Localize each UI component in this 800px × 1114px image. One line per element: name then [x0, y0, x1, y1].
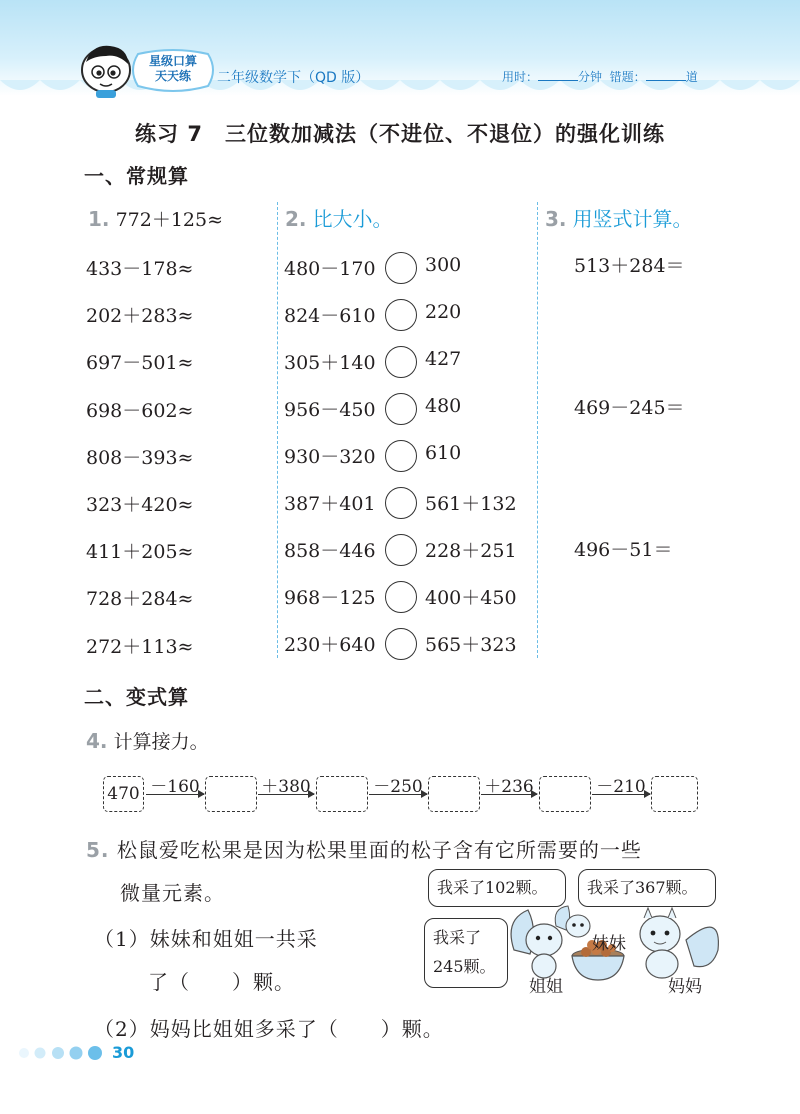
label-jiejie: 姐姐	[529, 977, 563, 997]
brand-line1: 星级口算	[148, 54, 197, 68]
chain-operation: ＋236	[484, 777, 534, 797]
q1-expression: 272＋113≈	[86, 636, 194, 658]
q3-expression: 496－51＝	[574, 539, 673, 561]
q1-expression: 772＋125≈	[115, 209, 224, 231]
column-divider	[537, 202, 538, 658]
chain-arrow	[146, 794, 204, 795]
chain-operation: －250	[373, 777, 423, 797]
compare-right: 561＋132	[425, 493, 517, 515]
compare-row	[284, 393, 534, 429]
q1-number: 1.	[88, 207, 110, 231]
q1-expression: 697－501≈	[86, 352, 194, 374]
chain-operation: ＋380	[261, 777, 311, 797]
bubble-jiejie-line2: 245颗。	[433, 957, 496, 976]
compare-answer-circle[interactable]	[385, 628, 417, 660]
q3-header	[545, 203, 693, 232]
course-title: 二年级数学下（QD 版）	[217, 70, 370, 86]
compare-right: 610	[425, 442, 462, 464]
brand-logo-text	[132, 54, 214, 84]
q2-title: 比大小。	[312, 207, 393, 231]
q1-item	[88, 205, 223, 232]
minutes-label: 分钟	[578, 70, 603, 84]
compare-answer-circle[interactable]	[385, 299, 417, 331]
compare-answer-circle[interactable]	[385, 393, 417, 425]
mascot-logo	[78, 40, 138, 100]
page-number: 30	[112, 1043, 135, 1062]
compare-row	[284, 299, 534, 335]
chain-arrow	[592, 794, 650, 795]
compare-right: 220	[425, 301, 462, 323]
compare-answer-circle[interactable]	[385, 346, 417, 378]
compare-left: 387＋401	[284, 493, 376, 515]
compare-row	[284, 628, 534, 664]
q1-expression: 728＋284≈	[86, 588, 194, 610]
q1-expression: 698－602≈	[86, 400, 194, 422]
compare-left: 824－610	[284, 305, 376, 327]
compare-answer-circle[interactable]	[385, 252, 417, 284]
speech-bubble-mama: 我采了367颗。	[578, 869, 716, 907]
label-meimei: 妹妹	[592, 934, 626, 954]
chain-operation: －210	[596, 777, 646, 797]
compare-row	[284, 534, 534, 570]
bubble-jiejie-line1: 我采了	[433, 928, 482, 947]
errors-label: 错题：	[609, 70, 646, 84]
brand-line2: 天天练	[154, 69, 191, 83]
chain-answer-box[interactable]	[651, 776, 698, 812]
q5-text-line1: 松鼠爱吃松果是因为松果里面的松子含有它所需要的一些	[116, 838, 642, 862]
chain-arrow	[258, 794, 314, 795]
label-mama: 妈妈	[668, 977, 702, 997]
speech-bubble-jiejie	[424, 918, 508, 988]
q3-expression: 513＋284＝	[574, 255, 685, 277]
q3-title: 用竖式计算。	[572, 207, 693, 231]
compare-row	[284, 440, 534, 476]
q4-title: 计算接力。	[113, 731, 209, 753]
compare-right: 427	[425, 348, 462, 370]
compare-row	[284, 487, 534, 523]
section-heading-2: 二、变式算	[84, 685, 189, 709]
chain-arrow	[481, 794, 537, 795]
compare-left: 305＋140	[284, 352, 376, 374]
compare-right: 300	[425, 254, 462, 276]
q5-number: 5.	[86, 838, 110, 862]
compare-right: 480	[425, 395, 462, 417]
compare-answer-circle[interactable]	[385, 534, 417, 566]
chain-operation: －160	[150, 777, 200, 797]
errors-blank	[646, 68, 686, 81]
q4-number: 4.	[86, 729, 108, 753]
compare-row	[284, 581, 534, 617]
compare-right: 400＋450	[425, 587, 517, 609]
time-label: 用时：	[502, 70, 539, 84]
compare-right: 228＋251	[425, 540, 517, 562]
chain-answer-box[interactable]	[428, 776, 480, 812]
q3-number: 3.	[545, 207, 567, 231]
q1-expression: 433－178≈	[86, 258, 194, 280]
compare-answer-circle[interactable]	[385, 487, 417, 519]
compare-left: 230＋640	[284, 634, 376, 656]
time-blank	[538, 68, 578, 81]
q5-sub1-line2: 了（ ）颗。	[148, 970, 295, 994]
compare-right: 565＋323	[425, 634, 517, 656]
compare-left: 480－170	[284, 258, 376, 280]
compare-row	[284, 346, 534, 382]
q3-expression: 469－245＝	[574, 397, 685, 419]
q2-header	[285, 203, 393, 232]
q1-expression: 323＋420≈	[86, 494, 194, 516]
section-heading-1: 一、常规算	[84, 164, 189, 188]
page-dots-decoration	[18, 1046, 108, 1060]
header-meta	[502, 68, 698, 85]
chain-start-box: 470	[103, 776, 144, 812]
chain-answer-box[interactable]	[205, 776, 257, 812]
chain-answer-box[interactable]	[539, 776, 591, 812]
q2-number: 2.	[285, 207, 307, 231]
q1-expression: 411＋205≈	[86, 541, 194, 563]
compare-left: 930－320	[284, 446, 376, 468]
questions-label: 道	[685, 70, 698, 84]
compare-answer-circle[interactable]	[385, 440, 417, 472]
q4-header	[86, 727, 209, 754]
q1-expression: 808－393≈	[86, 447, 194, 469]
q1-expression: 202＋283≈	[86, 305, 194, 327]
compare-left: 956－450	[284, 399, 376, 421]
compare-answer-circle[interactable]	[385, 581, 417, 613]
speech-bubble-meimei: 我采了102颗。	[428, 869, 566, 907]
compare-left: 858－446	[284, 540, 376, 562]
q5-sub2: （2）妈妈比姐姐多采了（ ）颗。	[94, 1017, 444, 1041]
compare-left: 968－125	[284, 587, 376, 609]
q5-sub1-line1: （1）妹妹和姐姐一共采	[94, 927, 318, 951]
chain-arrow	[369, 794, 427, 795]
column-divider	[277, 202, 278, 658]
page-title: 练习 7 三位数加减法（不进位、不退位）的强化训练	[135, 122, 665, 146]
q5-stem-line1	[86, 834, 642, 863]
chain-answer-box[interactable]	[316, 776, 368, 812]
q5-text-line2: 微量元素。	[120, 881, 225, 905]
compare-row	[284, 252, 534, 288]
